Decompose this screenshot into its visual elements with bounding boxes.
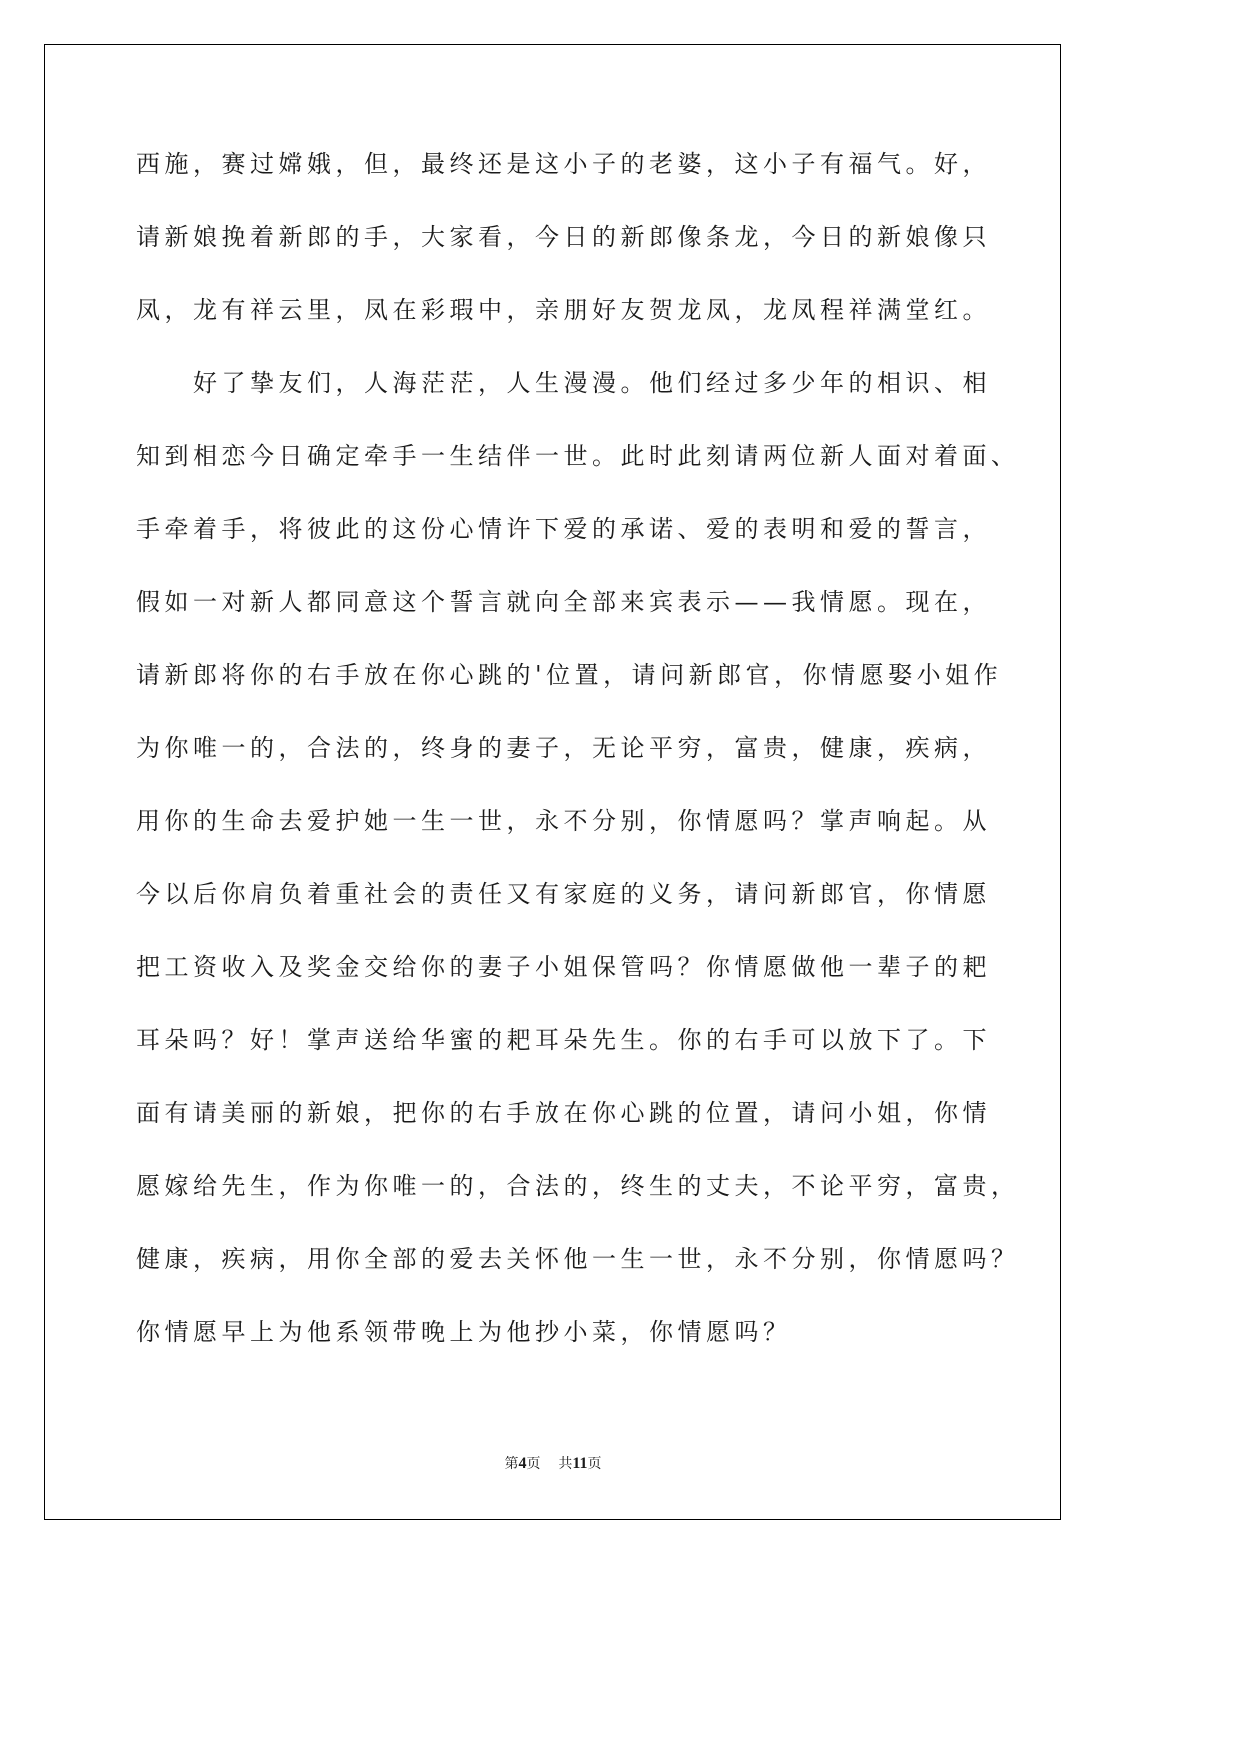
body-text-line-3: 凤，龙有祥云里，凤在彩瑕中，亲朋好友贺龙凤，龙凤程祥满堂红。 [136,296,991,324]
body-text-line-10: 用你的生命去爱护她一生一世，永不分别，你情愿吗？掌声响起。从 [136,807,991,835]
body-text-line-14: 面有请美丽的新娘，把你的右手放在你心跳的位置，请问小姐，你情 [136,1099,991,1127]
body-text-line-12: 把工资收入及奖金交给你的妻子小姐保管吗？你情愿做他一辈子的耙 [136,953,991,981]
total-suffix: 页 [587,1456,602,1472]
body-text-line-1: 西施，赛过嫦娥，但，最终还是这小子的老婆，这小子有福气。好， [136,150,991,178]
body-text-line-8: 请新郎将你的右手放在你心跳的'位置，请问新郎官，你情愿娶小姐作 [136,661,1003,689]
body-text-line-13: 耳朵吗？好！掌声送给华蜜的耙耳朵先生。你的右手可以放下了。下 [136,1026,991,1054]
page-prefix: 第 [504,1456,519,1472]
body-text-line-16: 健康，疾病，用你全部的爱去关怀他一生一世，永不分别，你情愿吗？ [136,1245,1020,1273]
current-page-number: 4 [518,1455,527,1472]
body-text-line-17: 你情愿早上为他系领带晚上为他抄小菜，你情愿吗？ [136,1318,792,1346]
body-text-line-9: 为你唯一的，合法的，终身的妻子，无论平穷，富贵，健康，疾病， [136,734,991,762]
page-suffix: 页 [526,1456,541,1472]
page-number-footer [0,1454,1106,1474]
body-text-line-2: 请新娘挽着新郎的手，大家看，今日的新郎像条龙，今日的新娘像只 [136,223,991,251]
total-page-count: 11 [572,1455,588,1472]
body-text-line-5: 知到相恋今日确定牵手一生结伴一世。此时此刻请两位新人面对着面、 [136,442,1020,470]
body-text-line-11: 今以后你肩负着重社会的责任又有家庭的义务，请问新郎官，你情愿 [136,880,991,908]
body-text-line-7: 假如一对新人都同意这个誓言就向全部来宾表示——我情愿。现在， [136,588,991,616]
body-text-line-15: 愿嫁给先生，作为你唯一的，合法的，终生的丈夫，不论平穷，富贵， [136,1172,1020,1200]
body-text-line-6: 手牵着手，将彼此的这份心情许下爱的承诺、爱的表明和爱的誓言， [136,515,991,543]
total-prefix: 共 [558,1456,573,1472]
body-text-line-4: 好了挚友们，人海茫茫，人生漫漫。他们经过多少年的相识、相 [136,369,991,397]
page-border [44,44,1061,1520]
